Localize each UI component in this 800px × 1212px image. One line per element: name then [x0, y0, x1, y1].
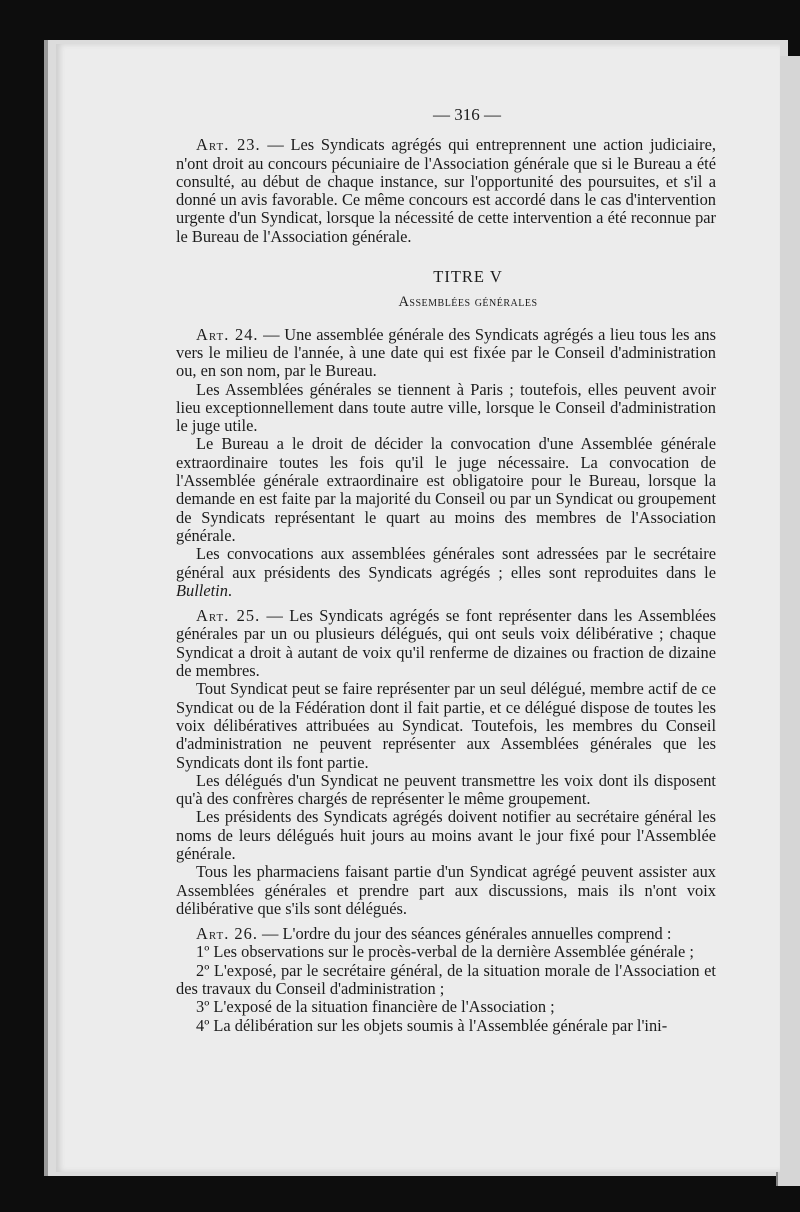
- article-26-text: — L'ordre du jour des séances générales annuelles comprend :: [257, 924, 672, 944]
- article-24-paragraph-4-text: Les convocations aux assemblées générales sont adressées par le secrétaire général aux présidents des Syndicats agrégés ; elles sont reproduites dans le: [176, 544, 716, 582]
- agenda-item-1: 1º Les observations sur le procès-verbal de la dernière Assemblée générale ;: [196, 942, 694, 962]
- agenda-item-2: 2º L'exposé, par le secrétaire général, de la situation morale de l'Association et des travaux du Conseil d'administration ;: [176, 960, 716, 999]
- section-title-block: [176, 268, 716, 312]
- section-title: TITRE V: [433, 267, 503, 287]
- article-24-heading: Art. 24.: [196, 324, 259, 344]
- article-24-text: — Une assemblée générale des Syndicats agrégés a lieu tous les ans vers le milieu de l'année, à une date qui est fixée par le Conseil d'administration ou, en son nom, par le Bureau.: [176, 324, 716, 381]
- section-subtitle: Assemblées générales: [398, 294, 538, 311]
- page-content: [176, 106, 716, 1035]
- article-26: [176, 925, 716, 943]
- page-number: — 316 —: [433, 105, 501, 124]
- article-23-text: — Les Syndicats agrégés qui entreprennent une action judiciaire, n'ont droit au concours pécuniaire de l'Association générale que si le Bureau a été consulté, au début de chaque instance, sur l'opportunité des poursuites, et s'il a donné un avis favorable. Ce même concours est accordé dans le cas d'intervention urgente d'un Syndicat, lorsque la nécessité de cette intervention a été reconnue par le Bureau de l'Association générale.: [176, 135, 716, 246]
- article-24-paragraph-3: Le Bureau a le droit de décider la convocation d'une Assemblée générale extraordinaire toutes les fois qu'il le juge nécessaire. La convocation de l'Assemblée générale extraordinaire est obligatoire pour le Bureau, lorsque la demande en est faite par la majorité du Conseil ou par un Syndicat ou groupement de Syndicats représentant le quart au moins des membres de l'Association générale.: [176, 434, 716, 545]
- article-24-paragraph-4-end: .: [227, 580, 233, 600]
- article-23: [176, 136, 716, 246]
- agenda-item-3: 3º L'exposé de la situation financière de l'Association ;: [196, 997, 555, 1017]
- article-24-paragraph-2: Les Assemblées générales se tiennent à Paris ; toutefois, elles peuvent avoir lieu exceptionnellement dans toute autre ville, lorsque le Conseil d'administration le juge utile.: [176, 379, 716, 436]
- article-24-paragraph-4: [176, 545, 716, 600]
- document-page: [56, 44, 780, 1172]
- article-25-paragraph-2: Tout Syndicat peut se faire représenter par un seul délégué, membre actif de ce Syndicat ou de la Fédération dont il fait partie, et ce délégué dispose de toutes les voix délibératives attribuées au Syndicat. Toutefois, les membres du Conseil d'administration ne peuvent représenter aux Assemblées générales que les Syndicats dont ils font partie.: [176, 679, 716, 772]
- article-25-text: — Les Syndicats agrégés se font représenter dans les Assemblées générales par un ou plusieurs délégués, qui ont seuls voix délibérative ; chaque Syndicat a droit à autant de voix qu'il renferme de dizaines ou fraction de dizaine de membres.: [176, 606, 716, 681]
- article-25-paragraph-4: Les présidents des Syndicats agrégés doivent notifier au secrétaire général les noms de leurs délégués huit jours au moins avant le jour fixé pour l'Assemblée générale.: [176, 807, 716, 863]
- article-25-heading: Art. 25.: [196, 606, 261, 626]
- article-25: [176, 607, 716, 680]
- article-24: [176, 326, 716, 381]
- agenda-item-4: 4º La délibération sur les objets soumis à l'Assemblée générale par l'ini-: [196, 1015, 668, 1035]
- article-25-paragraph-5: Tous les pharmaciens faisant partie d'un Syndicat agrégé peuvent assister aux Assemblées générales et prendre part aux discussions, mais ils n'ont voix délibérative que s'ils sont délégués.: [176, 862, 716, 918]
- article-26-heading: Art. 26.: [196, 924, 258, 944]
- article-25-paragraph-3: Les délégués d'un Syndicat ne peuvent transmettre les voix dont ils disposent qu'à des confrères chargés de représenter le même groupement.: [176, 770, 716, 809]
- article-23-heading: Art. 23.: [196, 135, 261, 155]
- bulletin-title: Bulletin: [176, 580, 228, 600]
